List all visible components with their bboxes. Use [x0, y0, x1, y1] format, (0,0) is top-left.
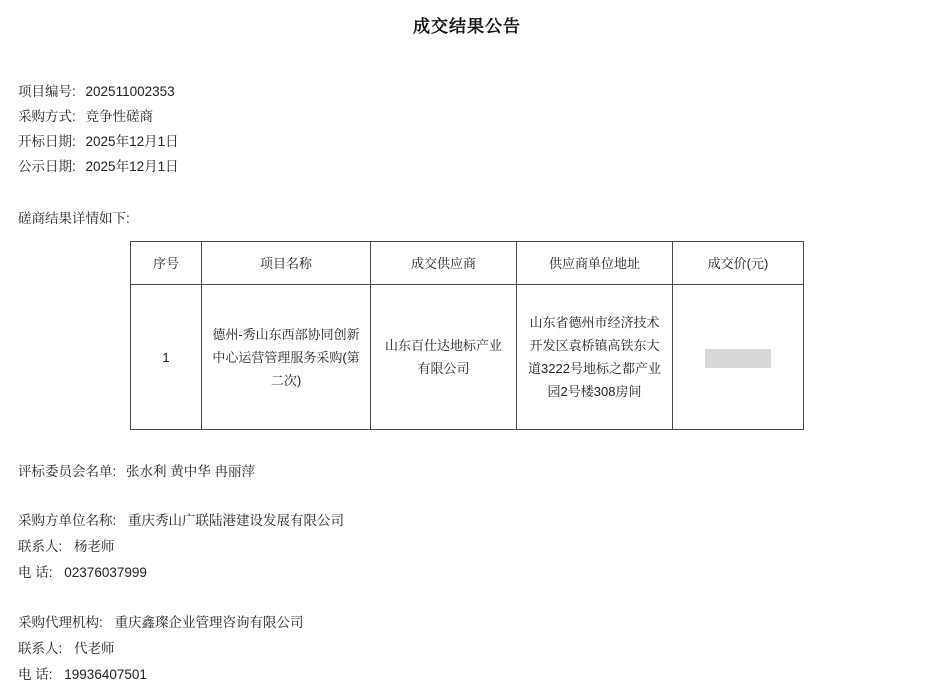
- meta-label-procurement-method: 采购方式:: [18, 109, 76, 124]
- agency-phone-row: [18, 662, 934, 688]
- cell-price: [673, 285, 804, 430]
- column-header-price: 成交价(元): [673, 242, 804, 285]
- purchaser-unit-label: 采购方单位名称:: [18, 513, 117, 528]
- cell-supplier: 山东百仕达地标产业有限公司: [371, 285, 517, 430]
- purchaser-phone-label: 电 话:: [18, 565, 53, 580]
- meta-row-bid-opening-date: [18, 129, 934, 154]
- table-row: [131, 285, 804, 430]
- evaluation-committee-row: [18, 460, 934, 484]
- meta-row-project-number: [18, 79, 934, 104]
- agency-phone-label: 电 话:: [18, 667, 53, 682]
- agency-unit-value: 重庆鑫璨企业管理咨询有限公司: [114, 615, 304, 630]
- evaluation-committee-label: 评标委员会名单:: [18, 464, 117, 479]
- cell-no: 1: [131, 285, 202, 430]
- purchaser-contact-value: 杨老师: [74, 539, 115, 554]
- column-header-no: 序号: [131, 242, 202, 285]
- agency-contact-row: [18, 636, 934, 662]
- evaluation-committee-value: 张水利 黄中华 冉丽萍: [126, 464, 256, 479]
- meta-label-publicity-date: 公示日期:: [18, 159, 76, 174]
- meta-info-block: [18, 79, 934, 179]
- purchaser-contact-row: [18, 534, 934, 560]
- document-page: [0, 12, 934, 682]
- purchaser-contact-label: 联系人:: [18, 539, 63, 554]
- purchaser-unit-value: 重庆秀山广联陆港建设发展有限公司: [128, 513, 345, 528]
- purchaser-unit-row: [18, 508, 934, 534]
- result-table-body: [131, 285, 804, 430]
- result-table-wrapper: [0, 241, 934, 430]
- page-title: 成交结果公告: [413, 17, 521, 36]
- table-header-row: [131, 242, 804, 285]
- cell-project-name: 德州-秀山东西部协同创新中心运营管理服务采购(第二次): [202, 285, 371, 430]
- column-header-supplier: 成交供应商: [371, 242, 517, 285]
- meta-value-procurement-method: 竞争性磋商: [85, 109, 154, 124]
- agency-unit-label: 采购代理机构:: [18, 615, 103, 630]
- meta-value-project-number: 202511002353: [85, 84, 175, 99]
- result-table-head: [131, 242, 804, 285]
- table-intro-text: 磋商结果详情如下:: [18, 211, 130, 226]
- meta-label-project-number: 项目编号:: [18, 84, 76, 99]
- purchaser-group: [18, 508, 934, 586]
- column-header-project-name: 项目名称: [202, 242, 371, 285]
- agency-unit-row: [18, 610, 934, 636]
- meta-value-publicity-date: 2025年12月1日: [85, 159, 179, 174]
- agency-contact-value: 代老师: [74, 641, 115, 656]
- meta-label-bid-opening-date: 开标日期:: [18, 134, 76, 149]
- agency-contact-label: 联系人:: [18, 641, 63, 656]
- meta-value-bid-opening-date: 2025年12月1日: [85, 134, 179, 149]
- result-table: [130, 241, 804, 430]
- purchaser-phone-row: [18, 560, 934, 586]
- meta-row-publicity-date: [18, 154, 934, 179]
- agency-phone-value: 19936407501: [64, 667, 147, 682]
- redacted-price-mark: [705, 349, 771, 368]
- cell-address: 山东省德州市经济技术开发区袁桥镇高铁东大道3222号地标之都产业园2号楼308房间: [517, 285, 673, 430]
- column-header-address: 供应商单位地址: [517, 242, 673, 285]
- purchaser-phone-value: 02376037999: [64, 565, 147, 580]
- meta-row-procurement-method: [18, 104, 934, 129]
- footer-block: [18, 460, 934, 688]
